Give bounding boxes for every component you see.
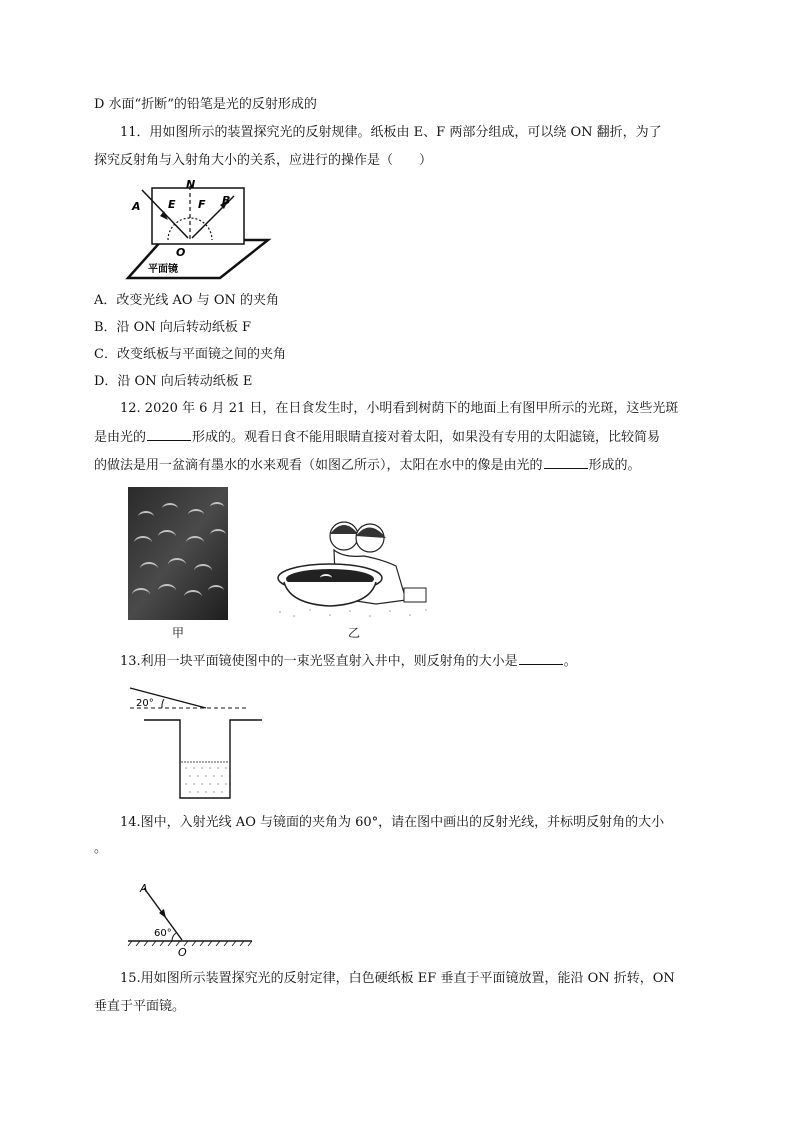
q12-stem-line1: 12. 2020 年 6 月 21 日，在日食发生时，小明看到树荫下的地面上有图甲所示的光斑，这些光斑 xyxy=(120,401,679,416)
q12-stem-line3 xyxy=(94,456,641,475)
q11-option-b: B．沿 ON 向后转动纸板 F xyxy=(94,320,252,335)
q13-text-b: 。 xyxy=(563,654,577,669)
angle-arc xyxy=(162,699,164,708)
q11-option-c: C．改变纸板与平面镜之间的夹角 xyxy=(94,347,286,362)
label-n: N xyxy=(186,178,196,191)
q12-text-c: 的做法是用一盆滴有墨水的水来观看（如图乙所示），太阳在水中的像是由光的 xyxy=(94,458,543,473)
label-o: O xyxy=(178,946,187,958)
q11-stem-line1: 11．用如图所示的装置探究光的反射规律。纸板由 E、F 两部分组成，可以绕 ON 翻折，为了 xyxy=(120,125,662,140)
q12-blank-1[interactable] xyxy=(147,428,191,441)
q14-stem-line2: 。 xyxy=(94,841,108,856)
label-a: A xyxy=(132,200,141,213)
q11-figure xyxy=(118,178,278,288)
q14-stem-line1: 14.图中，入射光线 AO 与镜面的夹角为 60°，请在图中画出的反射光线，并标明反射角的大小 xyxy=(120,815,665,830)
label-a: A xyxy=(140,882,148,895)
q13-stem xyxy=(120,652,577,671)
q15-stem-line2: 垂直于平面镜。 xyxy=(94,999,186,1014)
caption-jia: 甲 xyxy=(172,626,185,640)
q12-text-a: 是由光的 xyxy=(94,430,147,445)
q12-blank-2[interactable] xyxy=(544,456,588,469)
q11-stem-line2: 探究反射角与入射角大小的关系，应进行的操作是（ ） xyxy=(94,153,433,168)
prev-option-d: D 水面“折断”的铅笔是光的反射形成的 xyxy=(94,97,317,112)
q11-option-d: D．沿 ON 向后转动纸板 E xyxy=(94,374,253,389)
q15-stem-line1: 15.用如图所示装置探究光的反射定律，白色硬纸板 EF 垂直于平面镜放置，能沿 ON 折转，ON xyxy=(120,971,675,986)
label-f: F xyxy=(198,198,206,211)
q12-text-b: 形成的。观看日食不能用眼睛直接对着太阳，如果没有专用的太阳滤镜，比较简易 xyxy=(192,430,661,445)
label-e: E xyxy=(168,198,176,211)
label-b: B xyxy=(222,194,231,207)
q13-text-a: 13.利用一块平面镜使图中的一束光竖直射入井中，则反射角的大小是 xyxy=(120,654,518,669)
q12-text-d: 形成的。 xyxy=(588,458,641,473)
caption-yi: 乙 xyxy=(348,626,361,640)
angle-label: 60° xyxy=(154,928,172,939)
q11-option-a: A．改变光线 AO 与 ON 的夹角 xyxy=(94,293,279,308)
angle-label: 20° xyxy=(136,698,154,709)
q13-blank[interactable] xyxy=(519,652,563,665)
q12-stem-line2 xyxy=(94,428,660,447)
label-o: O xyxy=(176,246,186,259)
q13-figure xyxy=(128,684,268,804)
q14-figure xyxy=(126,878,256,958)
q12-figure-yi-illustration xyxy=(270,512,436,620)
q12-figure-jia-photo xyxy=(128,487,228,620)
angle-arc xyxy=(172,933,176,941)
mirror-label: 平面镜 xyxy=(148,264,178,275)
